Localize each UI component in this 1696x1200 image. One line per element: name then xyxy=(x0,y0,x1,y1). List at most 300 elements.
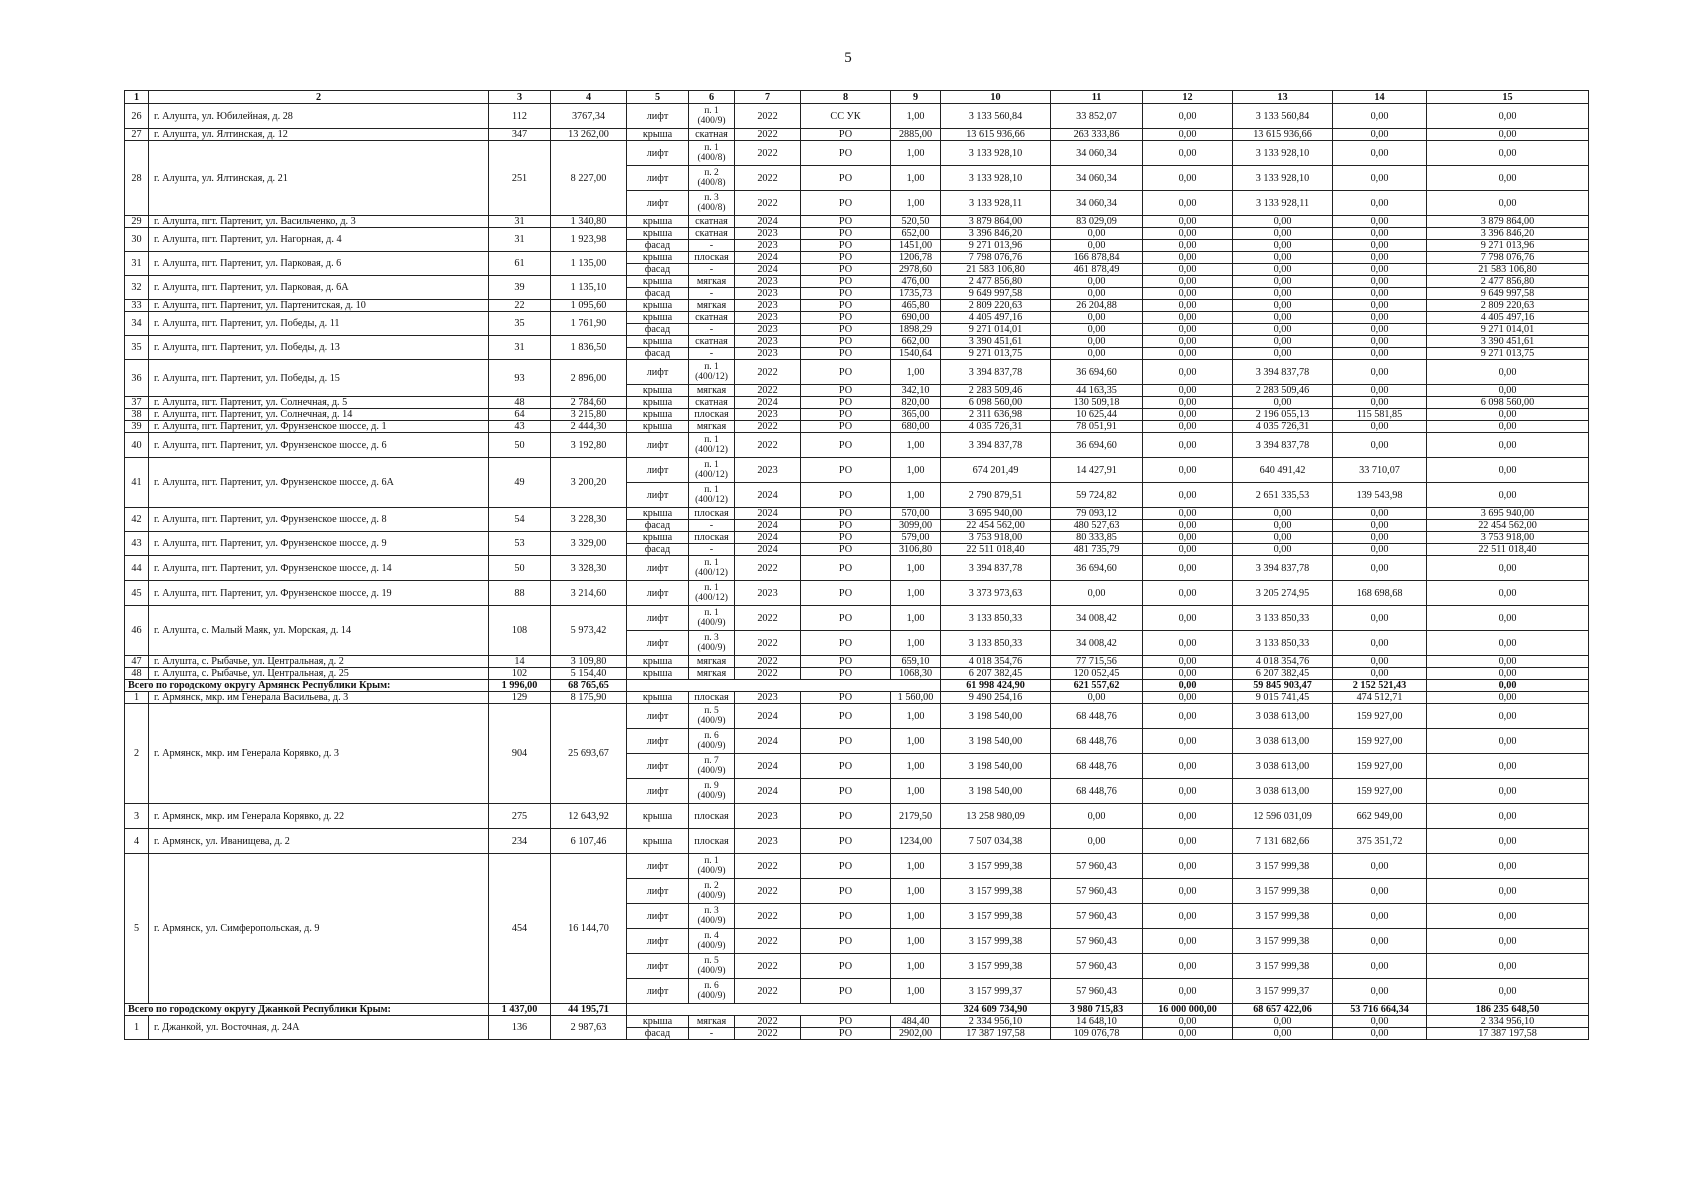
quantity: 1,00 xyxy=(891,104,941,129)
cost-col-12: 0,00 xyxy=(1143,954,1233,979)
address: г. Алушта, пгт. Партенит, ул. Нагорная, д. 4 xyxy=(149,228,489,252)
work-detail: п. 1 (400/12) xyxy=(689,581,735,606)
cost-col-15: 9 271 013,75 xyxy=(1427,348,1589,360)
total-cost: 21 583 106,80 xyxy=(941,264,1051,276)
cost-col-13: 2 283 509,46 xyxy=(1233,385,1333,397)
total-col-3: 1 996,00 xyxy=(489,680,551,692)
cost-col-14: 139 543,98 xyxy=(1333,483,1427,508)
address: г. Алушта, пгт. Партенит, ул. Солнечная, д. 5 xyxy=(149,397,489,409)
table-row xyxy=(125,854,1589,879)
cost-col-12: 0,00 xyxy=(1143,216,1233,228)
cost-col-13: 0,00 xyxy=(1233,300,1333,312)
year: 2022 xyxy=(735,929,801,954)
row-number: 2 xyxy=(125,704,149,804)
area-value: 3 200,20 xyxy=(551,458,627,508)
total-cost: 6 098 560,00 xyxy=(941,397,1051,409)
work-detail: - xyxy=(689,324,735,336)
cost-col-14: 168 698,68 xyxy=(1333,581,1427,606)
source: РО xyxy=(801,508,891,520)
work-type: крыша xyxy=(627,216,689,228)
source: РО xyxy=(801,729,891,754)
cost-col-14: 0,00 xyxy=(1333,606,1427,631)
year: 2022 xyxy=(735,979,801,1004)
row-number: 32 xyxy=(125,276,149,300)
table-row xyxy=(125,532,1589,544)
work-type: крыша xyxy=(627,804,689,829)
work-type: лифт xyxy=(627,954,689,979)
total-cost: 22 454 562,00 xyxy=(941,520,1051,532)
cost-col-13: 0,00 xyxy=(1233,276,1333,288)
year: 2022 xyxy=(735,104,801,129)
work-type: фасад xyxy=(627,240,689,252)
address: г. Алушта, пгт. Партенит, ул. Парковая, д. 6 xyxy=(149,252,489,276)
year: 2023 xyxy=(735,581,801,606)
cost-col-14: 0,00 xyxy=(1333,336,1427,348)
work-type: лифт xyxy=(627,904,689,929)
year: 2022 xyxy=(735,954,801,979)
cost-col-13: 0,00 xyxy=(1233,312,1333,324)
table-row xyxy=(125,508,1589,520)
cost-col-14: 0,00 xyxy=(1333,879,1427,904)
total-cost: 2 334 956,10 xyxy=(941,1016,1051,1028)
cost-col-13: 0,00 xyxy=(1233,1028,1333,1040)
col-3-value: 102 xyxy=(489,668,551,680)
cost-col-11: 79 093,12 xyxy=(1051,508,1143,520)
column-number-6: 6 xyxy=(689,91,735,104)
work-type: лифт xyxy=(627,556,689,581)
cost-col-13: 13 615 936,66 xyxy=(1233,129,1333,141)
address: г. Алушта, пгт. Партенит, ул. Фрунзенское шоссе, д. 9 xyxy=(149,532,489,556)
cost-col-15: 0,00 xyxy=(1427,754,1589,779)
col-3-value: 39 xyxy=(489,276,551,300)
col-3-value: 61 xyxy=(489,252,551,276)
total-cost: 3 198 540,00 xyxy=(941,729,1051,754)
cost-col-13: 0,00 xyxy=(1233,397,1333,409)
area-value: 3767,34 xyxy=(551,104,627,129)
source: РО xyxy=(801,397,891,409)
col-3-value: 53 xyxy=(489,532,551,556)
total-cost: 9 271 013,96 xyxy=(941,240,1051,252)
column-number-11: 11 xyxy=(1051,91,1143,104)
row-number: 30 xyxy=(125,228,149,252)
area-value: 1 923,98 xyxy=(551,228,627,252)
source: РО xyxy=(801,288,891,300)
work-type: лифт xyxy=(627,979,689,1004)
area-value: 3 214,60 xyxy=(551,581,627,606)
cost-col-14: 0,00 xyxy=(1333,1016,1427,1028)
cost-col-11: 0,00 xyxy=(1051,288,1143,300)
cost-col-12: 0,00 xyxy=(1143,324,1233,336)
work-detail: п. 6 (400/9) xyxy=(689,979,735,1004)
quantity: 465,80 xyxy=(891,300,941,312)
address: г. Алушта, пгт. Партенит, ул. Солнечная, д. 14 xyxy=(149,409,489,421)
work-detail: п. 1 (400/12) xyxy=(689,458,735,483)
source: РО xyxy=(801,264,891,276)
year: 2024 xyxy=(735,532,801,544)
total-cost: 3 390 451,61 xyxy=(941,336,1051,348)
row-number: 44 xyxy=(125,556,149,581)
cost-col-14: 375 351,72 xyxy=(1333,829,1427,854)
work-type: лифт xyxy=(627,704,689,729)
total-cost: 9 271 014,01 xyxy=(941,324,1051,336)
cost-col-12: 0,00 xyxy=(1143,421,1233,433)
cost-col-13: 3 133 850,33 xyxy=(1233,606,1333,631)
year: 2022 xyxy=(735,556,801,581)
quantity: 662,00 xyxy=(891,336,941,348)
cost-col-14: 0,00 xyxy=(1333,556,1427,581)
work-detail: п. 7 (400/9) xyxy=(689,754,735,779)
year: 2022 xyxy=(735,904,801,929)
cost-col-15: 2 334 956,10 xyxy=(1427,1016,1589,1028)
cost-col-11: 68 448,76 xyxy=(1051,779,1143,804)
total-cost: 9 271 013,75 xyxy=(941,348,1051,360)
district-total-row xyxy=(125,680,1589,692)
address: г. Алушта, пгт. Партенит, ул. Партенитская, д. 10 xyxy=(149,300,489,312)
work-type: крыша xyxy=(627,656,689,668)
work-detail: п. 1 (400/12) xyxy=(689,360,735,385)
work-type: лифт xyxy=(627,581,689,606)
cost-col-14: 0,00 xyxy=(1333,348,1427,360)
table-row xyxy=(125,556,1589,581)
total-cost: 7 507 034,38 xyxy=(941,829,1051,854)
quantity: 1,00 xyxy=(891,854,941,879)
cost-col-13: 0,00 xyxy=(1233,324,1333,336)
cost-col-15: 22 511 018,40 xyxy=(1427,544,1589,556)
address: г. Алушта, ул. Ялтинская, д. 21 xyxy=(149,141,489,216)
work-type: лифт xyxy=(627,141,689,166)
source: РО xyxy=(801,483,891,508)
area-value: 2 444,30 xyxy=(551,421,627,433)
cost-col-11: 0,00 xyxy=(1051,692,1143,704)
work-type: лифт xyxy=(627,929,689,954)
work-type: крыша xyxy=(627,300,689,312)
work-detail: п. 5 (400/9) xyxy=(689,954,735,979)
column-number-12: 12 xyxy=(1143,91,1233,104)
work-type: фасад xyxy=(627,264,689,276)
source: РО xyxy=(801,804,891,829)
total-cost: 3 198 540,00 xyxy=(941,779,1051,804)
cost-col-11: 481 735,79 xyxy=(1051,544,1143,556)
quantity: 1,00 xyxy=(891,191,941,216)
quantity: 520,50 xyxy=(891,216,941,228)
cost-col-12: 0,00 xyxy=(1143,879,1233,904)
quantity: 1,00 xyxy=(891,729,941,754)
cost-col-11: 0,00 xyxy=(1051,276,1143,288)
table-row xyxy=(125,581,1589,606)
cost-col-12: 0,00 xyxy=(1143,360,1233,385)
cost-col-11: 57 960,43 xyxy=(1051,954,1143,979)
work-type: фасад xyxy=(627,348,689,360)
source: РО xyxy=(801,166,891,191)
column-number-1: 1 xyxy=(125,91,149,104)
quantity: 1,00 xyxy=(891,606,941,631)
area-value: 8 227,00 xyxy=(551,141,627,216)
col-3-value: 275 xyxy=(489,804,551,829)
total-cost: 13 258 980,09 xyxy=(941,804,1051,829)
year: 2023 xyxy=(735,336,801,348)
work-detail: мягкая xyxy=(689,385,735,397)
col-3-value: 904 xyxy=(489,704,551,804)
cost-col-14: 0,00 xyxy=(1333,668,1427,680)
cost-col-11: 57 960,43 xyxy=(1051,854,1143,879)
row-number: 36 xyxy=(125,360,149,397)
quantity: 1,00 xyxy=(891,879,941,904)
cost-col-14: 0,00 xyxy=(1333,360,1427,385)
year: 2024 xyxy=(735,252,801,264)
quantity: 365,00 xyxy=(891,409,941,421)
work-type: лифт xyxy=(627,191,689,216)
work-type: крыша xyxy=(627,276,689,288)
address: г. Армянск, мкр. им Генерала Васильева, д. 3 xyxy=(149,692,489,704)
quantity: 1,00 xyxy=(891,779,941,804)
cost-col-13: 3 205 274,95 xyxy=(1233,581,1333,606)
source: РО xyxy=(801,360,891,385)
cost-col-11: 0,00 xyxy=(1051,324,1143,336)
cost-col-15: 0,00 xyxy=(1427,904,1589,929)
table-row xyxy=(125,704,1589,729)
total-cost: 3 198 540,00 xyxy=(941,704,1051,729)
cost-col-11: 68 448,76 xyxy=(1051,704,1143,729)
cost-col-15: 9 271 013,96 xyxy=(1427,240,1589,252)
table-row xyxy=(125,692,1589,704)
work-detail: п. 1 (400/12) xyxy=(689,483,735,508)
work-detail: мягкая xyxy=(689,1016,735,1028)
year: 2022 xyxy=(735,1016,801,1028)
cost-col-13: 0,00 xyxy=(1233,216,1333,228)
source: РО xyxy=(801,704,891,729)
area-value: 2 784,60 xyxy=(551,397,627,409)
work-detail: плоская xyxy=(689,252,735,264)
source: РО xyxy=(801,929,891,954)
cost-col-15: 17 387 197,58 xyxy=(1427,1028,1589,1040)
work-type: крыша xyxy=(627,228,689,240)
total-cost: 3 394 837,78 xyxy=(941,433,1051,458)
column-number-row xyxy=(125,91,1589,104)
source: РО xyxy=(801,581,891,606)
address: г. Алушта, с. Малый Маяк, ул. Морская, д. 14 xyxy=(149,606,489,656)
cost-col-13: 3 157 999,38 xyxy=(1233,954,1333,979)
source: РО xyxy=(801,979,891,1004)
year: 2024 xyxy=(735,754,801,779)
total-cost: 3 695 940,00 xyxy=(941,508,1051,520)
table-row xyxy=(125,104,1589,129)
area-value: 2 987,63 xyxy=(551,1016,627,1040)
cost-col-14: 0,00 xyxy=(1333,312,1427,324)
cost-col-11: 59 724,82 xyxy=(1051,483,1143,508)
cost-col-12: 0,00 xyxy=(1143,240,1233,252)
work-type: крыша xyxy=(627,1016,689,1028)
cost-col-11: 166 878,84 xyxy=(1051,252,1143,264)
quantity: 1,00 xyxy=(891,458,941,483)
cost-col-15: 0,00 xyxy=(1427,385,1589,397)
table-row xyxy=(125,433,1589,458)
work-detail: п. 6 (400/9) xyxy=(689,729,735,754)
work-type: лифт xyxy=(627,360,689,385)
quantity: 1,00 xyxy=(891,631,941,656)
cost-col-14: 0,00 xyxy=(1333,385,1427,397)
table-row xyxy=(125,300,1589,312)
cost-col-15: 2 477 856,80 xyxy=(1427,276,1589,288)
cost-col-14: 0,00 xyxy=(1333,300,1427,312)
year: 2023 xyxy=(735,692,801,704)
cost-col-11: 83 029,09 xyxy=(1051,216,1143,228)
work-type: лифт xyxy=(627,104,689,129)
area-value: 8 175,90 xyxy=(551,692,627,704)
work-type: фасад xyxy=(627,544,689,556)
work-detail: мягкая xyxy=(689,668,735,680)
col-3-value: 50 xyxy=(489,556,551,581)
col-3-value: 454 xyxy=(489,854,551,1004)
address: г. Алушта, пгт. Партенит, ул. Парковая, д. 6А xyxy=(149,276,489,300)
year: 2023 xyxy=(735,312,801,324)
cost-col-13: 3 133 850,33 xyxy=(1233,631,1333,656)
quantity: 1,00 xyxy=(891,754,941,779)
row-number: 31 xyxy=(125,252,149,276)
cost-col-12: 0,00 xyxy=(1143,483,1233,508)
total-cost: 674 201,49 xyxy=(941,458,1051,483)
cost-col-12: 0,00 xyxy=(1143,300,1233,312)
cost-col-15: 3 390 451,61 xyxy=(1427,336,1589,348)
cost-col-11: 36 694,60 xyxy=(1051,360,1143,385)
source: СС УК xyxy=(801,104,891,129)
cost-col-11: 14 648,10 xyxy=(1051,1016,1143,1028)
cost-col-13: 0,00 xyxy=(1233,348,1333,360)
total-cost: 3 157 999,38 xyxy=(941,854,1051,879)
source: РО xyxy=(801,458,891,483)
quantity: 820,00 xyxy=(891,397,941,409)
year: 2022 xyxy=(735,433,801,458)
cost-col-11: 0,00 xyxy=(1051,336,1143,348)
cost-col-13: 0,00 xyxy=(1233,520,1333,532)
col-3-value: 64 xyxy=(489,409,551,421)
cost-col-11: 0,00 xyxy=(1051,804,1143,829)
cost-col-11: 77 715,56 xyxy=(1051,656,1143,668)
col-3-value: 108 xyxy=(489,606,551,656)
work-type: фасад xyxy=(627,288,689,300)
cost-col-14: 0,00 xyxy=(1333,631,1427,656)
empty-cell xyxy=(627,680,941,692)
total-cost: 2 283 509,46 xyxy=(941,385,1051,397)
work-detail: скатная xyxy=(689,397,735,409)
row-number: 47 xyxy=(125,656,149,668)
total-cost: 3 133 928,10 xyxy=(941,141,1051,166)
work-type: фасад xyxy=(627,324,689,336)
work-detail: - xyxy=(689,240,735,252)
source: РО xyxy=(801,904,891,929)
year: 2023 xyxy=(735,300,801,312)
year: 2023 xyxy=(735,829,801,854)
total-cost: 4 035 726,31 xyxy=(941,421,1051,433)
col-3-value: 49 xyxy=(489,458,551,508)
year: 2024 xyxy=(735,216,801,228)
cost-col-14: 0,00 xyxy=(1333,252,1427,264)
work-type: крыша xyxy=(627,397,689,409)
cost-col-12: 0,00 xyxy=(1143,668,1233,680)
work-detail: п. 3 (400/8) xyxy=(689,191,735,216)
source: РО xyxy=(801,779,891,804)
total-v10: 61 998 424,90 xyxy=(941,680,1051,692)
cost-col-12: 0,00 xyxy=(1143,288,1233,300)
work-type: лифт xyxy=(627,854,689,879)
work-type: лифт xyxy=(627,879,689,904)
cost-col-13: 4 018 354,76 xyxy=(1233,656,1333,668)
address: г. Алушта, пгт. Партенит, ул. Фрунзенское шоссе, д. 1 xyxy=(149,421,489,433)
source: РО xyxy=(801,276,891,288)
year: 2022 xyxy=(735,668,801,680)
cost-col-15: 2 809 220,63 xyxy=(1427,300,1589,312)
total-v11: 3 980 715,83 xyxy=(1051,1004,1143,1016)
total-cost: 3 133 850,33 xyxy=(941,606,1051,631)
cost-col-11: 120 052,45 xyxy=(1051,668,1143,680)
quantity: 680,00 xyxy=(891,421,941,433)
table-row xyxy=(125,804,1589,829)
quantity: 1,00 xyxy=(891,433,941,458)
cost-col-15: 0,00 xyxy=(1427,668,1589,680)
cost-col-12: 0,00 xyxy=(1143,166,1233,191)
cost-col-15: 0,00 xyxy=(1427,104,1589,129)
quantity: 484,40 xyxy=(891,1016,941,1028)
total-col-4: 44 195,71 xyxy=(551,1004,627,1016)
quantity: 1,00 xyxy=(891,704,941,729)
table-row xyxy=(125,141,1589,166)
source: РО xyxy=(801,606,891,631)
source: РО xyxy=(801,228,891,240)
cost-col-11: 0,00 xyxy=(1051,348,1143,360)
cost-col-15: 0,00 xyxy=(1427,954,1589,979)
col-3-value: 14 xyxy=(489,656,551,668)
cost-col-15: 0,00 xyxy=(1427,704,1589,729)
cost-col-13: 4 035 726,31 xyxy=(1233,421,1333,433)
column-number-7: 7 xyxy=(735,91,801,104)
cost-col-14: 159 927,00 xyxy=(1333,754,1427,779)
cost-col-11: 0,00 xyxy=(1051,228,1143,240)
source: РО xyxy=(801,829,891,854)
total-cost: 3 753 918,00 xyxy=(941,532,1051,544)
table-row xyxy=(125,336,1589,348)
year: 2024 xyxy=(735,397,801,409)
cost-col-12: 0,00 xyxy=(1143,508,1233,520)
work-detail: п. 1 (400/12) xyxy=(689,433,735,458)
cost-col-12: 0,00 xyxy=(1143,729,1233,754)
cost-col-15: 0,00 xyxy=(1427,979,1589,1004)
work-type: крыша xyxy=(627,532,689,544)
cost-col-15: 0,00 xyxy=(1427,929,1589,954)
year: 2022 xyxy=(735,879,801,904)
cost-col-14: 0,00 xyxy=(1333,397,1427,409)
col-3-value: 129 xyxy=(489,692,551,704)
total-cost: 3 157 999,38 xyxy=(941,904,1051,929)
cost-col-11: 0,00 xyxy=(1051,312,1143,324)
work-detail: плоская xyxy=(689,692,735,704)
cost-col-12: 0,00 xyxy=(1143,264,1233,276)
year: 2024 xyxy=(735,483,801,508)
column-number-8: 8 xyxy=(801,91,891,104)
work-type: лифт xyxy=(627,754,689,779)
cost-col-13: 3 133 928,10 xyxy=(1233,141,1333,166)
cost-col-13: 3 157 999,37 xyxy=(1233,979,1333,1004)
total-v12: 0,00 xyxy=(1143,680,1233,692)
address: г. Алушта, пгт. Партенит, ул. Фрунзенское шоссе, д. 8 xyxy=(149,508,489,532)
area-value: 3 328,30 xyxy=(551,556,627,581)
cost-col-13: 3 133 928,11 xyxy=(1233,191,1333,216)
address: г. Алушта, пгт. Партенит, ул. Победы, д. 15 xyxy=(149,360,489,397)
quantity: 1,00 xyxy=(891,483,941,508)
work-detail: - xyxy=(689,288,735,300)
year: 2023 xyxy=(735,324,801,336)
source: РО xyxy=(801,520,891,532)
quantity: 3106,80 xyxy=(891,544,941,556)
cost-col-15: 0,00 xyxy=(1427,606,1589,631)
